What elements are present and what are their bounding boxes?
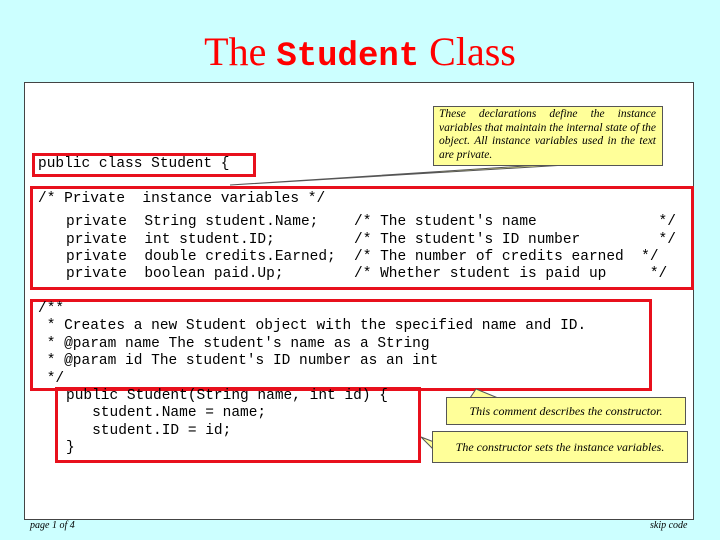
callout-constructor: The constructor sets the instance variables. [432, 431, 688, 463]
title-prefix: The [204, 29, 277, 74]
pointer-declarations [230, 165, 566, 185]
page-indicator: page 1 of 4 [30, 520, 75, 531]
skip-code-link[interactable]: skip code [650, 520, 688, 531]
vars-comment: /* Private instance variables */ [38, 191, 326, 207]
var-comment: /* Whether student is paid up */ [354, 266, 668, 282]
javadoc-line: /** [38, 301, 65, 317]
javadoc-line: * Creates a new Student object with the specified name and ID. [38, 318, 587, 334]
javadoc-line: */ [38, 371, 65, 387]
constructor-line: public Student(String name, int id) { [66, 388, 388, 404]
constructor-line: student.ID = id; [66, 423, 232, 439]
title-code: Student [276, 38, 420, 76]
var-decl: private int student.ID; [66, 232, 336, 248]
constructor-line: student.Name = name; [66, 405, 267, 421]
var-decl: private boolean paid.Up; [66, 266, 336, 282]
var-decl: private String student.Name; [66, 214, 336, 230]
title-suffix: Class [419, 29, 516, 74]
var-comment: /* The student's name */ [354, 214, 676, 230]
callout-comment: This comment describes the constructor. [446, 397, 686, 425]
class-declaration: public class Student { [38, 156, 230, 172]
var-decl: private double credits.Earned; [66, 249, 345, 265]
var-comment: /* The student's ID number */ [354, 232, 676, 248]
callout-declarations: These declarations define the instance variables that maintain the internal state of the object. All instance variables used in the text are private. [433, 106, 663, 166]
javadoc-line: * @param id The student's ID number as an int [38, 353, 439, 369]
constructor-line: } [66, 440, 75, 456]
var-comment: /* The number of credits earned */ [354, 249, 659, 265]
javadoc-line: * @param name The student's name as a String [38, 336, 430, 352]
